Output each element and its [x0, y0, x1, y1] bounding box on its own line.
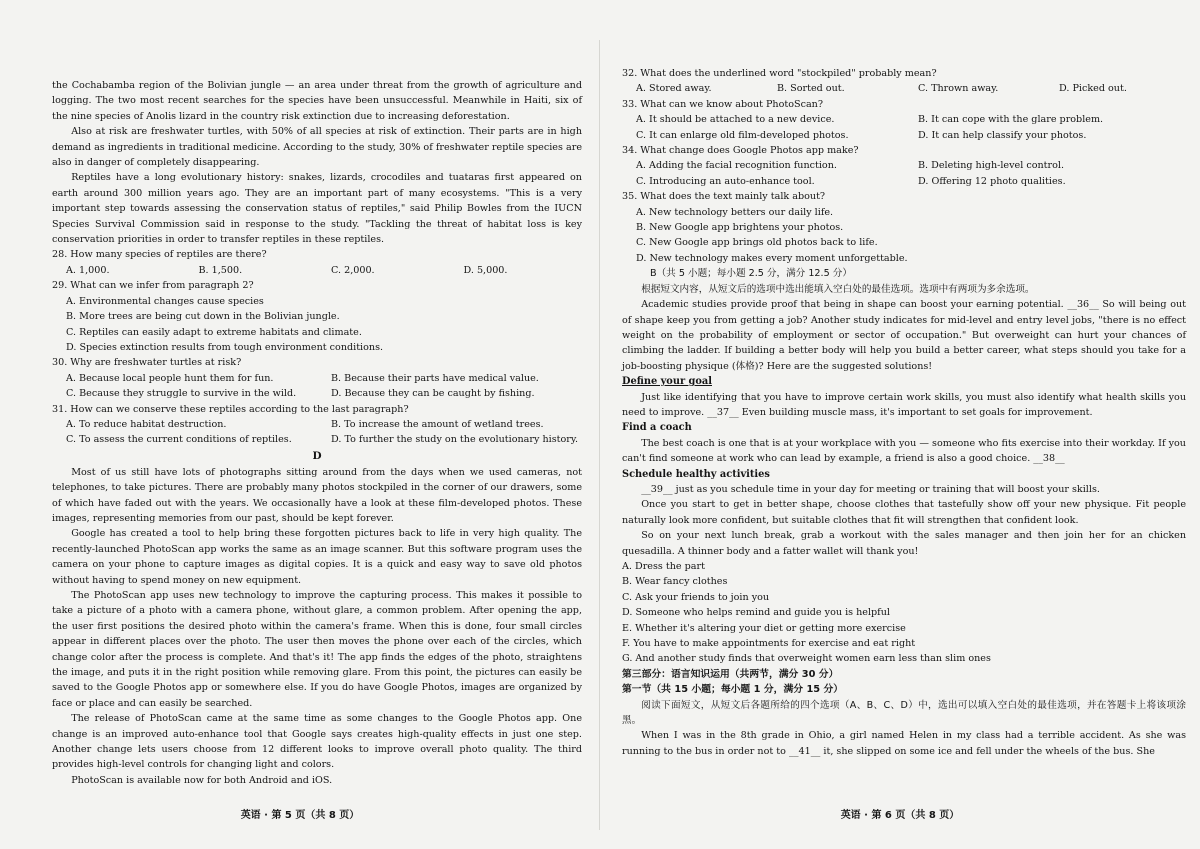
question-stem: 29. What can we infer from paragraph 2?	[52, 280, 254, 292]
option-d: D. New technology makes every moment unforgettable.	[636, 252, 908, 264]
question-stem: 28. How many species of reptiles are there?	[52, 249, 267, 261]
option-d: D. Species extinction results from tough environment conditions.	[66, 341, 384, 353]
option-a: A. To reduce habitat destruction.	[66, 418, 227, 430]
section-b-title: B（共 5 小题；每小题 2.5 分，满分 12.5 分）	[650, 268, 852, 280]
passage-b-para-3: __39__ just as you schedule time in your day for meeting or training that will boost your skills.	[641, 483, 1100, 495]
option-c: C. Introducing an auto-enhance tool.	[636, 175, 815, 187]
option-b: B. More trees are being cut down in the Bolivian jungle.	[66, 311, 340, 323]
option-d: D. It can help classify your photos.	[918, 129, 1087, 141]
options-row	[52, 386, 582, 401]
options-row	[622, 158, 1186, 173]
options-row	[52, 432, 582, 447]
page-footer: 英语 · 第 5 页（共 8 页）	[240, 810, 360, 821]
passage-d-para-5: PhotoScan is available now for both Android and iOS.	[71, 774, 333, 786]
option-f: F. You have to make appointments for exercise and eat right	[622, 638, 916, 650]
option-c: C. New Google app brings old photos back to life.	[636, 237, 878, 249]
option-d: D. To further the study on the evolutionary history.	[331, 434, 579, 446]
passage-d-para-1: Most of us still have lots of photographs sitting around from the days when we used cameras, not telephones, to take pictures. There are probably many photos stockpiled in the corner of our drawers, some of which have faded out with the years. We occasionally have a look at these film-developed photos. These images, representing memories from our past, should be kept forever.	[52, 466, 582, 524]
question-34	[622, 143, 1186, 189]
question-30	[52, 355, 582, 401]
options-row	[622, 128, 1186, 143]
subheading-define-goal: Define your goal	[622, 376, 712, 388]
options-row	[622, 112, 1186, 127]
options-row	[52, 371, 582, 386]
option-b: B. To increase the amount of wetland trees.	[331, 418, 544, 430]
options-row	[622, 174, 1186, 189]
option-a: A. Adding the facial recognition function.	[636, 160, 837, 172]
option-c: C. Thrown away.	[918, 83, 999, 95]
option-d: D. 5,000.	[463, 264, 508, 276]
option-a: A. Stored away.	[636, 83, 712, 95]
question-32	[622, 66, 1186, 97]
page-footer: 英语 · 第 6 页（共 8 页）	[840, 810, 960, 821]
passage-b-para-4: Once you start to get in better shape, choose clothes that tastefully show off your new physique. Fit people naturally look more confident, but suitable clothes that fit will strengthen that confident look.	[622, 499, 1186, 526]
question-stem: 33. What can we know about PhotoScan?	[622, 98, 824, 110]
passage-d-para-3: The PhotoScan app uses new technology to improve the capturing process. This makes it possible to take a picture of a photo with a camera phone, without glare, a common problem. After opening the app, the user first positions the desired photo within the camera's frame. When this is done, four small circles appear in different places over the photo. The user then moves the phone over each of the circles, which change color after the process is complete. And that's it! The app finds the edges of the photo, straightens the image, and puts it in the right position while removing glare. From this point, the pictures can easily be saved to the Google Photos app or somewhere else. If you do have Google Photos, images are organized by face or place and can easily be searched.	[52, 590, 582, 709]
option-a: A. Because local people hunt them for fun.	[66, 372, 274, 384]
option-c: C. Because they struggle to survive in the wild.	[66, 388, 297, 400]
option-c: C. It can enlarge old film-developed photos.	[636, 129, 849, 141]
option-a: A. It should be attached to a new device.	[636, 114, 835, 126]
options-row	[52, 263, 582, 278]
question-31	[52, 402, 582, 448]
option-a: A. New technology betters our daily life.	[636, 206, 834, 218]
option-c: C. Reptiles can easily adapt to extreme habitats and climate.	[66, 326, 362, 338]
option-e: E. Whether it's altering your diet or getting more exercise	[622, 622, 906, 634]
option-a: A. Dress the part	[622, 561, 705, 572]
part3-instruction: 阅读下面短文，从短文后各题所给的四个选项（A、B、C、D）中，选出可以填入空白处的最佳选项，并在答题卡上将该项涂黑。	[622, 699, 1186, 727]
option-d: D. Picked out.	[1059, 83, 1127, 95]
passage-b-para-1: Just like identifying that you have to improve certain work skills, you must also identify what health skills you need to improve. __37__ Even building muscle mass, it's important to set goals for improvement.	[622, 391, 1186, 418]
option-g: G. And another study finds that overweight women earn less than slim ones	[622, 653, 991, 665]
option-b: B. Deleting high-level control.	[918, 160, 1064, 172]
option-b: B. Wear fancy clothes	[622, 576, 728, 588]
subheading-find-coach: Find a coach	[622, 422, 692, 434]
option-b: B. 1,500.	[198, 264, 243, 276]
option-b: B. Sorted out.	[777, 83, 845, 95]
option-c: C. Ask your friends to join you	[622, 591, 770, 603]
part3-title: 第三部分：语言知识运用（共两节，满分 30 分）	[622, 668, 839, 680]
option-c: C. To assess the current conditions of reptiles.	[66, 434, 292, 446]
option-d: D. Offering 12 photo qualities.	[918, 175, 1066, 187]
passage-b-para-5: So on your next lunch break, grab a workout with the sales manager and then join her for an chicken quesadilla. A thinner body and a fatter wallet will thank you!	[622, 530, 1186, 557]
passage-b-para-2: The best coach is one that is at your workplace with you — someone who fits exercise into their workday. If you can't find someone at work who can lead by example, a friend is also a good choice. __38__	[622, 437, 1186, 465]
option-a: A. 1,000.	[66, 264, 110, 276]
section-b-instruction: 根据短文内容，从短文后的选项中选出能填入空白处的最佳选项。选项中有两项为多余选项。	[641, 283, 1035, 295]
option-b: B. New Google app brightens your photos.	[636, 222, 844, 234]
cloze-passage-start: When I was in the 8th grade in Ohio, a girl named Helen in my class had a terrible accident. As she was running to the bus in order not to __41__ it, she slipped on some ice and fell under the wheels of the bus. She	[622, 730, 1186, 757]
subheading-schedule: Schedule healthy activities	[622, 468, 770, 480]
passage-d-para-4: The release of PhotoScan came at the same time as some changes to the Google Photos app. One change is an improved auto-enhance tool that Google says creates high-quality effects in just one step. Another change lets users choose from 12 different looks to improve overall photo quality. The third provides high-level controls for changing light and colors.	[52, 713, 582, 771]
section-b-options	[622, 559, 1186, 667]
page-6	[600, 0, 1200, 849]
question-stem: 34. What change does Google Photos app make?	[622, 145, 859, 157]
option-c: C. 2,000.	[331, 264, 375, 276]
passage-c-para-1: the Cochabamba region of the Bolivian jungle — an area under threat from the growth of agriculture and logging. The two most recent searches for the species have been unsuccessful. Meanwhile in Haiti, six of the nine species of Anolis lizard in the country risk extinction due to increasing deforestation.	[52, 80, 582, 122]
question-stem: 32. What does the underlined word "stockpiled" probably mean?	[622, 68, 937, 79]
option-a: A. Environmental changes cause species	[66, 295, 264, 307]
part3-section1: 第一节（共 15 小题；每小题 1 分，满分 15 分）	[622, 684, 844, 696]
option-d: D. Someone who helps remind and guide you is helpful	[622, 607, 890, 619]
option-b: B. It can cope with the glare problem.	[918, 114, 1104, 126]
question-35	[622, 189, 1186, 266]
passage-c-para-3: Reptiles have a long evolutionary history: snakes, lizards, crocodiles and tuataras first appeared on earth around 300 million years ago. They are an important part of many ecosystems. "This is a very important step towards assessing the conservation status of reptiles," said Philip Bowles from the IUCN Species Survival Commission said in response to the study. "Tackling the threat of habitat loss is key conservation priorities in order to transfer reptiles in these reptiles.	[52, 172, 582, 246]
question-28	[52, 247, 582, 278]
section-d-heading: D	[312, 449, 322, 462]
options-row	[622, 81, 1186, 96]
question-stem: 35. What does the text mainly talk about?	[622, 191, 826, 203]
question-33	[622, 97, 1186, 143]
question-stem: 31. How can we conserve these reptiles according to the last paragraph?	[52, 403, 409, 415]
passage-c-para-2: Also at risk are freshwater turtles, with 50% of all species at risk of extinction. Their parts are in high demand as ingredients in traditional medicine. According to the study, 30% of freshwater reptile species are also in danger of completely disappearing.	[52, 126, 582, 169]
passage-b-intro: Academic studies provide proof that being in shape can boost your earning potential. __36__ So will being out of shape keep you from getting a job? Another study indicates for mid-level and entry level jobs, "there is no effect weight on the probability of employment or sector of occupation." But overweight can hurt your chances of climbing the ladder. If building a better body will help you build a better career, what steps should you take for a job-boosting physique (体格)? Here are the suggested solutions!	[622, 299, 1186, 372]
option-b: B. Because their parts have medical value.	[331, 372, 539, 384]
options-row	[52, 417, 582, 432]
question-stem: 30. Why are freshwater turtles at risk?	[52, 357, 242, 369]
question-29	[52, 278, 582, 355]
passage-d-para-2: Google has created a tool to help bring these forgotten pictures back to life in very high quality. The recently-launched PhotoScan app works the same as an image scanner. But this software program uses the camera on your phone to capture images as digital copies. It is a quick and easy way to save old photos without having to spend money on new equipment.	[52, 528, 582, 586]
option-d: D. Because they can be caught by fishing.	[331, 388, 535, 400]
